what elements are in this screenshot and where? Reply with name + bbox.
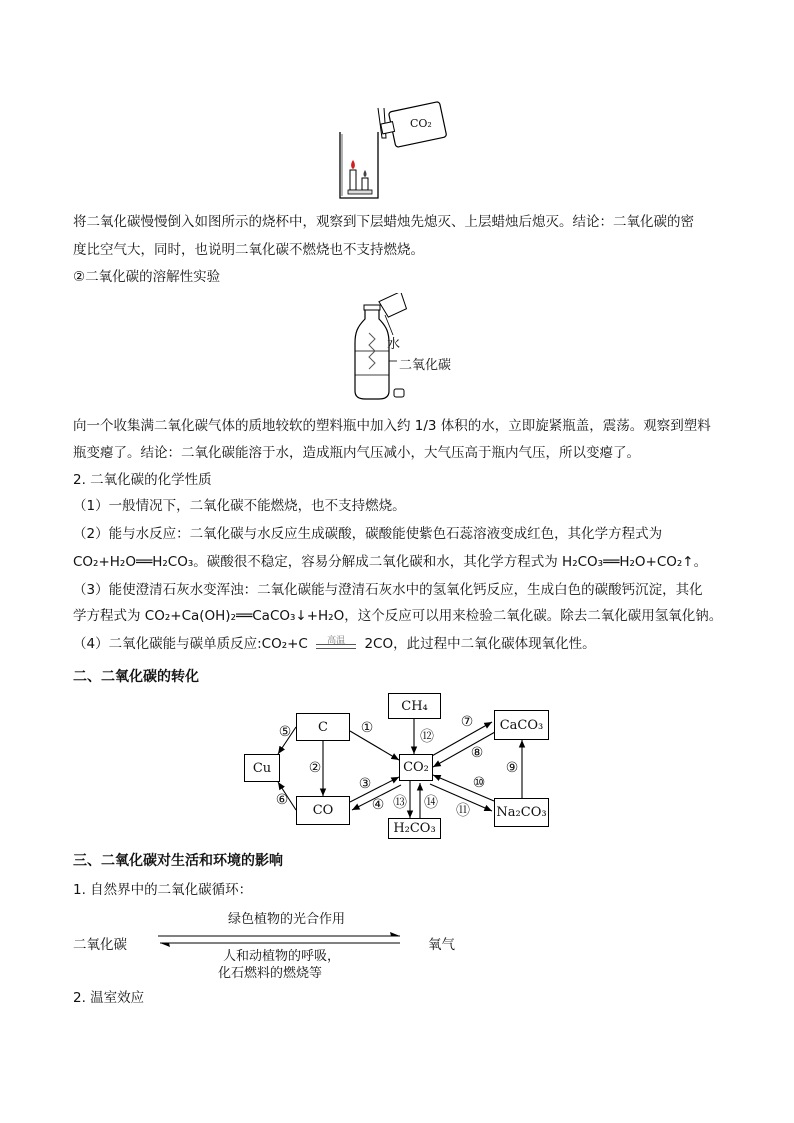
- chem-item2-line2: CO₂+H₂O══H₂CO₃。碳酸很不稳定，容易分解成二氧化碳和水，其化学方程式为 H₂CO₃══H₂O+CO₂↑。: [73, 554, 708, 570]
- section3-sub2: 2. 温室效应: [73, 990, 145, 1006]
- exp1-paragraph-line1: 将二氧化碳慢慢倒入如图所示的烧杯中，观察到下层蜡烛先熄灭、上层蜡烛后熄灭。结论：二氧化碳的密: [73, 214, 694, 230]
- section3-heading: 三、二氧化碳对生活和环境的影响: [73, 853, 283, 869]
- chem-item3-line2: 学方程式为 CO₂+Ca(OH)₂══CaCO₃↓+H₂O，这个反应可以用来检验二氧化碳。除去二氧化碳用氢氧化钠。: [73, 608, 723, 624]
- label-9: ⑨: [505, 760, 519, 776]
- node-ch4: CH₄: [388, 693, 441, 719]
- label-12: ⑫: [420, 729, 434, 745]
- node-na2co3: Na₂CO₃: [494, 798, 549, 827]
- exp2-heading: ②二氧化碳的溶解性实验: [73, 269, 221, 285]
- water-label: 水: [387, 337, 401, 352]
- label-2: ②: [308, 760, 322, 776]
- label-7: ⑦: [460, 714, 474, 730]
- label-11: ⑪: [456, 803, 470, 819]
- node-h2co3: H₂CO₃: [388, 818, 441, 839]
- exp2-paragraph-line1: 向一个收集满二氧化碳气体的质地较软的塑料瓶中加入约 1/3 体积的水，立即旋紧瓶盖，震荡。观察到塑料: [73, 418, 711, 434]
- cycle-bottom-label2: 化石燃料的燃烧等: [218, 966, 323, 981]
- label-14: ⑭: [424, 795, 438, 811]
- cycle-left-label: 二氧化碳: [73, 937, 127, 953]
- chem-item3-line1: （3）能使澄清石灰水变浑浊：二氧化碳能与澄清石灰水中的氢氧化钙反应，生成白色的碳酸钙沉淀，其化: [73, 582, 703, 598]
- co2-label: 二氧化碳: [399, 358, 452, 373]
- label-8: ⑧: [470, 745, 484, 761]
- chem-item1: （1）一般情况下，二氧化碳不能燃烧，也不支持燃烧。: [73, 498, 406, 514]
- label-1: ①: [360, 720, 374, 736]
- label-13: ⑬: [393, 795, 407, 811]
- label-10: ⑩: [472, 775, 486, 791]
- label-3: ③: [358, 776, 372, 792]
- exp2-paragraph-line2: 瓶变瘪了。结论：二氧化碳能溶于水，造成瓶内气压减小，大气压高于瓶内气压，所以变瘪了。: [73, 445, 640, 461]
- exp1-paragraph-line2: 度比空气大，同时，也说明二氧化碳不燃烧也不支持燃烧。: [73, 242, 424, 258]
- cycle-bottom-label1: 人和动植物的呼吸，: [223, 949, 341, 964]
- section2-heading: 二、二氧化碳的转化: [73, 669, 199, 685]
- chem-item4-suffix: 2CO，此过程中二氧化碳体现氧化性。: [364, 636, 596, 652]
- node-co: CO: [296, 796, 350, 825]
- node-c: C: [296, 713, 350, 741]
- node-co2: CO₂: [399, 754, 433, 781]
- node-cu: Cu: [244, 754, 280, 782]
- section3-sub1: 1. 自然界中的二氧化碳循环：: [73, 882, 253, 898]
- co2-bottle-label: CO₂: [410, 117, 432, 130]
- node-caco3: CaCO₃: [494, 710, 549, 740]
- cycle-top-label: 绿色植物的光合作用: [228, 912, 346, 927]
- label-4: ④: [371, 797, 385, 813]
- chem-item4-prefix: （4）二氧化碳能与碳单质反应:CO₂+C: [73, 636, 308, 652]
- label-5: ⑤: [278, 724, 292, 740]
- cycle-right-label: 氧气: [428, 937, 455, 953]
- reaction-condition-text: 高温: [327, 636, 346, 646]
- chem-heading: 2. 二氧化碳的化学性质: [73, 472, 212, 488]
- chem-item2-line1: （2）能与水反应：二氧化碳与水反应生成碳酸，碳酸能使紫色石蕊溶液变成红色，其化学方程式为: [73, 526, 663, 542]
- label-6: ⑥: [275, 792, 289, 808]
